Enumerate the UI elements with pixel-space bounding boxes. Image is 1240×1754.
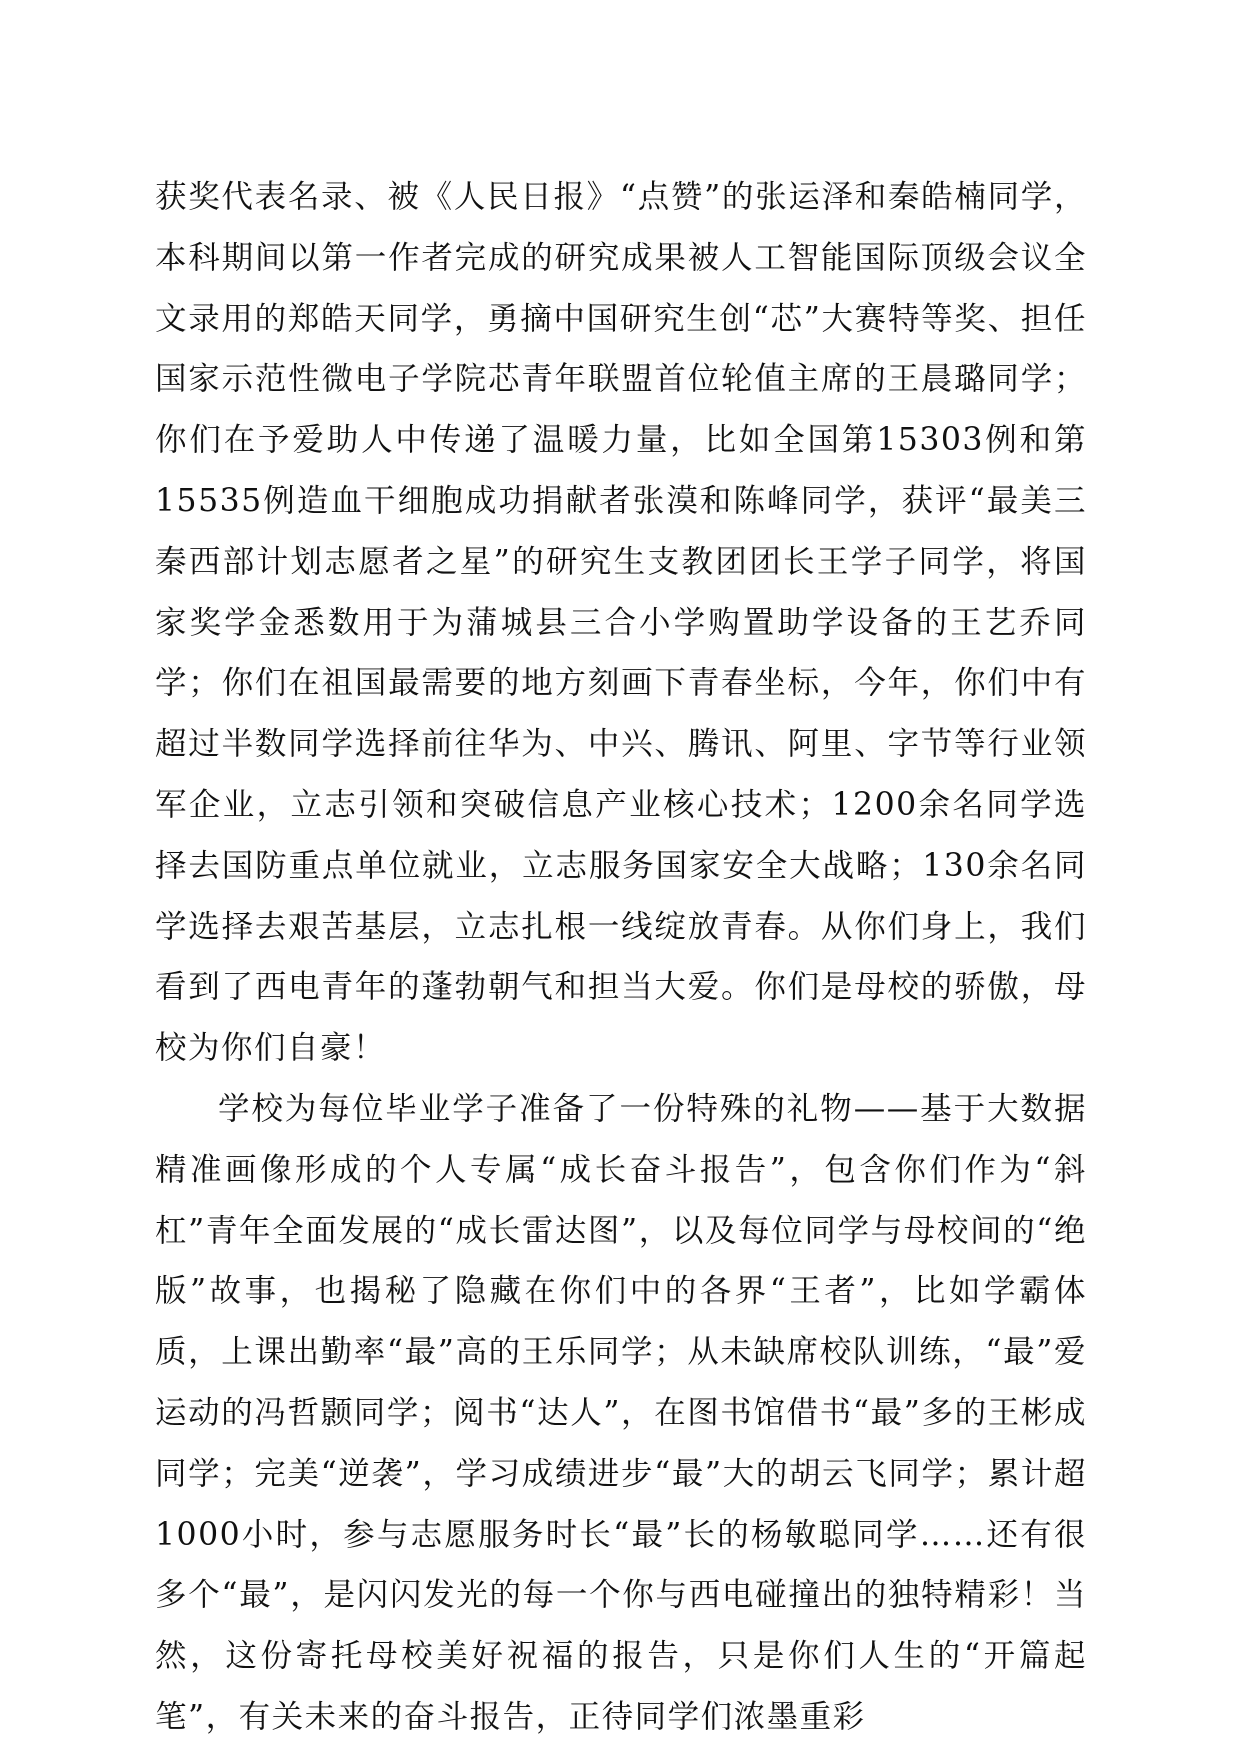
paragraph-2: 学校为每位毕业学子准备了一份特殊的礼物——基于大数据精准画像形成的个人专属“成长奋斗报告”，包含你们作为“斜杠”青年全面发展的“成长雷达图”，以及每位同学与母校间的“绝版”故事，也揭秘了隐藏在你们中的各界“王者”，比如学霸体质，上课出勤率“最”高的王乐同学；从未缺席校队训练，“最”爱运动的冯哲颢同学；阅书“达人”，在图书馆借书“最”多的王彬成同学；完美“逆袭”，学习成绩进步“最”大的胡云飞同学；累计超1000小时，参与志愿服务时长“最”长的杨敏聪同学……还有很多个“最”，是闪闪发光的每一个你与西电碰撞出的独特精彩！当然，这份寄托母校美好祝福的报告，只是你们人生的“开篇起笔”，有关未来的奋斗报告，正待同学们浓墨重彩 xyxy=(155,1090,1087,1735)
document-body xyxy=(155,167,1087,1748)
paragraph-1: 获奖代表名录、被《人民日报》“点赞”的张运泽和秦皓楠同学，本科期间以第一作者完成的研究成果被人工智能国际顶级会议全文录用的郑皓天同学，勇摘中国研究生创“芯”大赛特等奖、担任国家示范性微电子学院芯青年联盟首位轮值主席的王晨璐同学；你们在予爱助人中传递了温暖力量，比如全国第15303例和第15535例造血干细胞成功捐献者张漠和陈峰同学，获评“最美三秦西部计划志愿者之星”的研究生支教团团长王学子同学，将国家奖学金悉数用于为蒲城县三合小学购置助学设备的王艺乔同学；你们在祖国最需要的地方刻画下青春坐标，今年，你们中有超过半数同学选择前往华为、中兴、腾讯、阿里、字节等行业领军企业，立志引领和突破信息产业核心技术；1200余名同学选择去国防重点单位就业，立志服务国家安全大战略；130余名同学选择去艰苦基层，立志扎根一线绽放青春。从你们身上，我们看到了西电青年的蓬勃朝气和担当大爱。你们是母校的骄傲，母校为你们自豪！ xyxy=(155,179,1087,1067)
